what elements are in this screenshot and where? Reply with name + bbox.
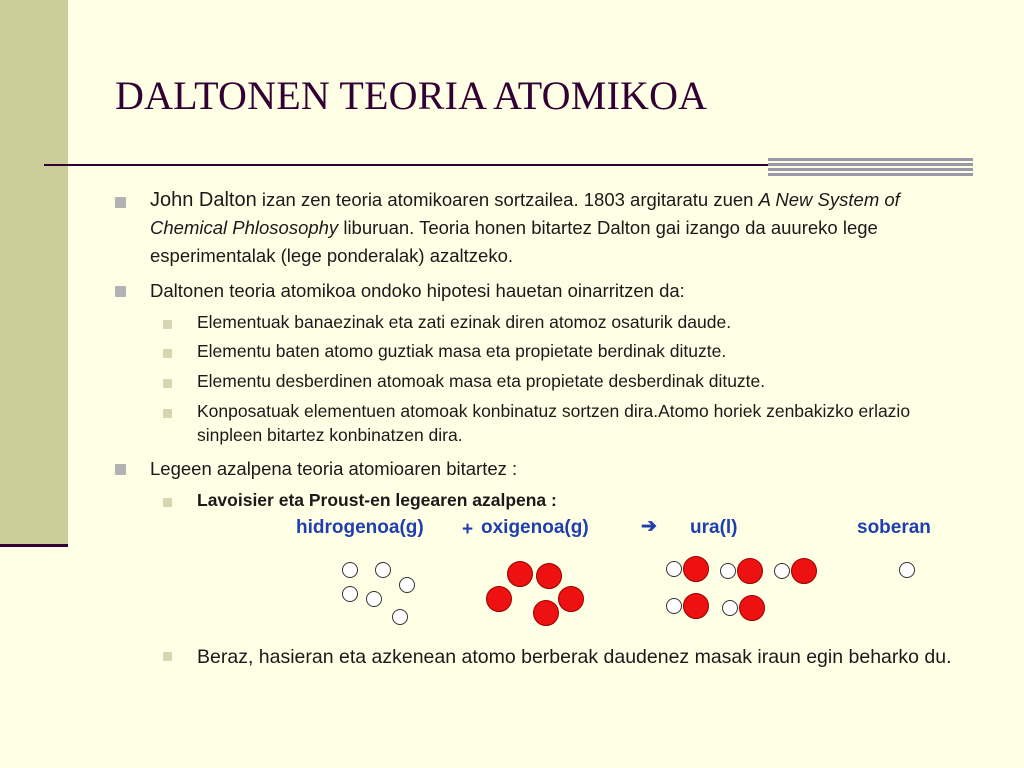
- arrow-icon: ➔: [641, 516, 657, 537]
- hypothesis-3: Elementu desberdinen atomoak masa eta propietate desberdinak dituzte.: [197, 371, 766, 391]
- hypothesis-4: Konposatuak elementuen atomoak konbinatuz sortzen dira.Atomo horiek zenbakizko erlazio sinpleen bitartez konbinatzen dira.: [197, 401, 911, 445]
- hydrogen-atom: [399, 577, 415, 593]
- hydrogen-atom: [774, 563, 790, 579]
- hydrogen-atom: [722, 600, 738, 616]
- hydrogen-atom: [366, 591, 382, 607]
- hydrogen-atom: [342, 586, 358, 602]
- oxygen-atom: [533, 600, 559, 626]
- hydrogen-atom: [375, 562, 391, 578]
- hydrogen-atom: [342, 562, 358, 578]
- book-title: A New System of Chemical Phlososophy: [150, 189, 900, 238]
- slide-title: DALTONEN TEORIA ATOMIKOA: [115, 73, 708, 118]
- plus-sign: +: [462, 519, 474, 540]
- dalton-text-b: liburuan. Teoria honen bitartez Dalton gai izango da auureko lege esperimentalak (lege ponderalak) azaltzeko.: [150, 217, 878, 266]
- oxygen-atom: [739, 595, 765, 621]
- oxygen-atom: [558, 586, 584, 612]
- bullet-marker: [115, 197, 121, 203]
- dalton-text-a: izan zen teoria atomikoaren sortzailea. 1803 argitaratu zuen: [256, 189, 759, 210]
- hydrogen-atom: [720, 563, 736, 579]
- leftover-label: soberan: [857, 517, 931, 538]
- product-water: ura(l): [690, 517, 738, 538]
- oxygen-atom: [536, 563, 562, 589]
- bullet-marker: [115, 464, 121, 470]
- hypothesis-2: Elementu baten atomo guztiak masa eta propietate berdinak dituzte.: [197, 341, 727, 361]
- hydrogen-atom: [666, 598, 682, 614]
- bullet-hypotheses: Daltonen teoria atomikoa ondoko hipotesi hauetan oinarritzen da:: [150, 280, 685, 301]
- oxygen-atom: [683, 556, 709, 582]
- hypothesis-1: Elementuak banaezinak eta zati ezinak diren atomoz osaturik daude.: [197, 312, 732, 332]
- conclusion-text: Beraz, hasieran eta azkenean atomo berberak daudenez masak iraun egin beharko du.: [197, 646, 952, 668]
- bullet-marker: [115, 286, 121, 292]
- reactant-hydrogen: hidrogenoa(g): [296, 517, 424, 538]
- oxygen-atom: [486, 586, 512, 612]
- oxygen-atom: [507, 561, 533, 587]
- bullet-laws: Legeen azalpena teoria atomioaren bitartez :: [150, 458, 518, 479]
- hydrogen-atom: [392, 609, 408, 625]
- hydrogen-atom: [666, 561, 682, 577]
- oxygen-atom: [683, 593, 709, 619]
- dalton-name: John Dalton: [150, 189, 257, 211]
- bullet-dalton: [150, 186, 950, 270]
- leftover-hydrogen-atom: [899, 562, 915, 578]
- oxygen-atom: [791, 558, 817, 584]
- reactant-oxygen: oxigenoa(g): [481, 517, 589, 538]
- oxygen-atom: [737, 558, 763, 584]
- lavoisier-heading: Lavoisier eta Proust-en legearen azalpena :: [197, 490, 557, 510]
